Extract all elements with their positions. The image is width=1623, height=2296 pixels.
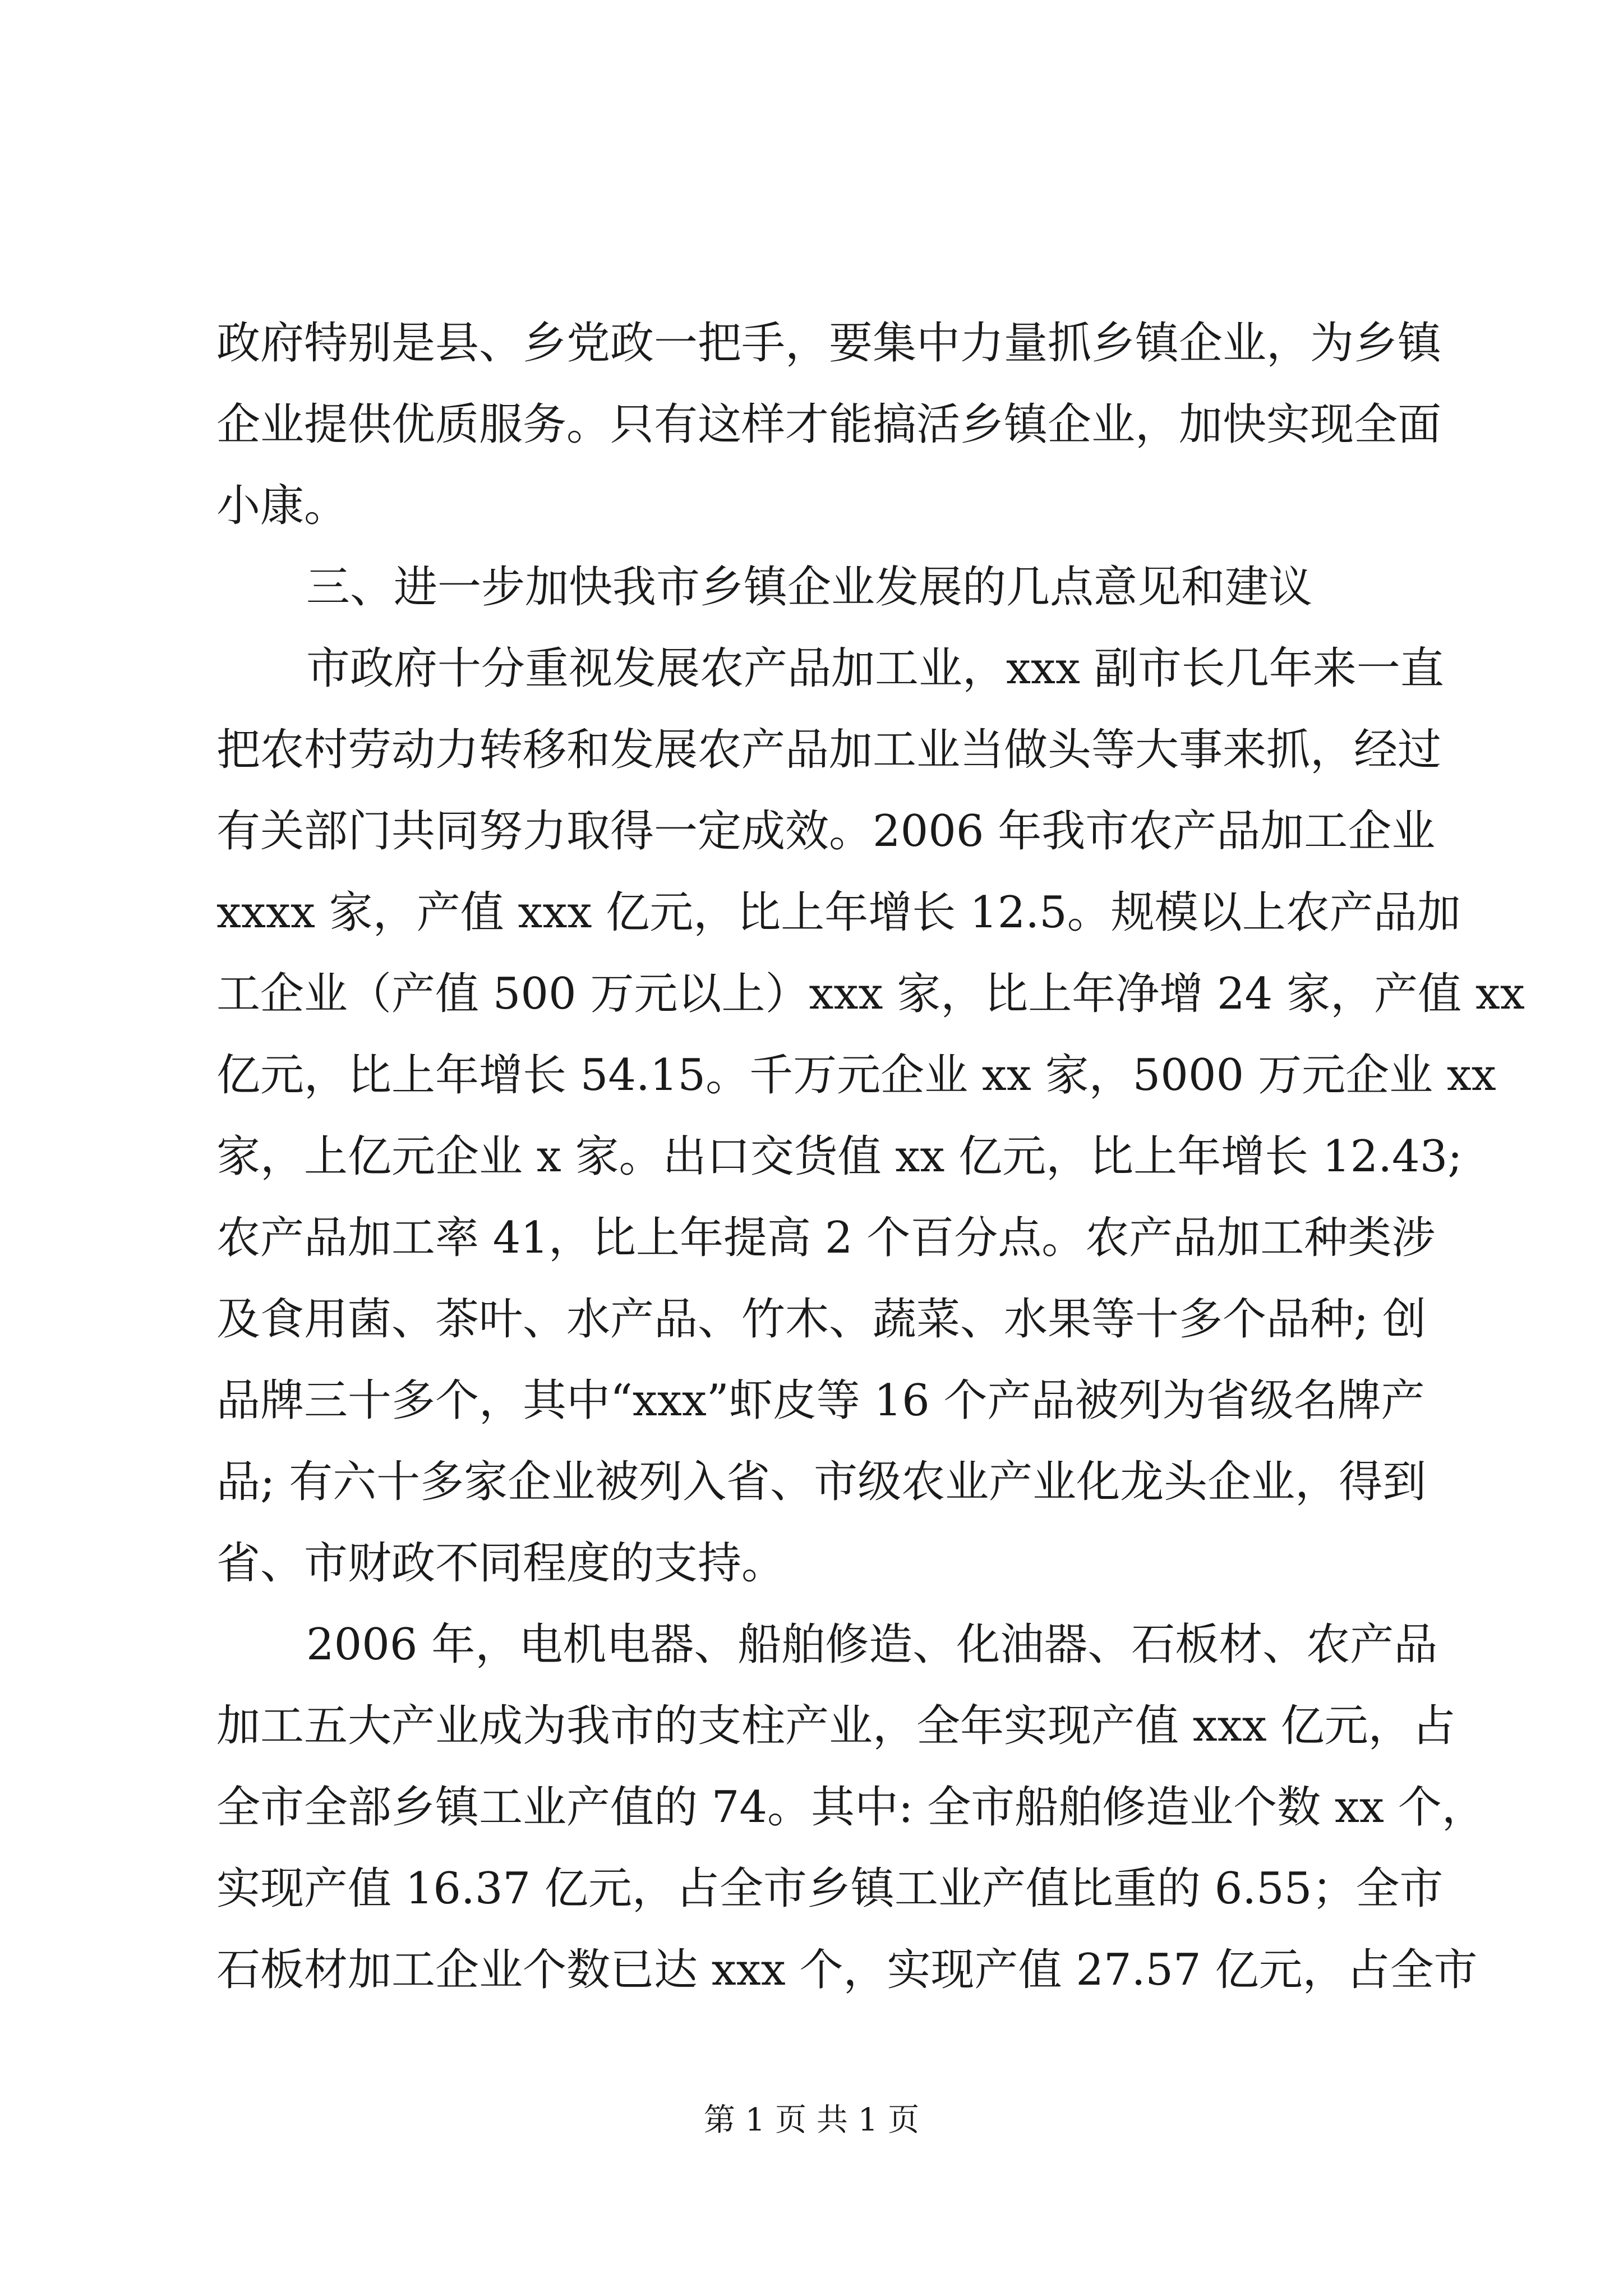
text-line-7: 有关部门共同努力取得一定成效。2006 年我市农产品加工企业 (216, 806, 1436, 857)
text-line-2: 企业提供优质服务。只有这样才能搞活乡镇企业，加快实现全面 (216, 399, 1442, 450)
text-line-20: 实现产值 16.37 亿元，占全市乡镇工业产值比重的 6.55；全市 (216, 1864, 1444, 1914)
text-line-9: 工企业（产值 500 万元以上）xxx 家，比上年净增 24 家，产值 xx (216, 969, 1525, 1019)
text-line-1: 政府特别是县、乡党政一把手，要集中力量抓乡镇企业，为乡镇 (216, 318, 1442, 369)
text-line-17: 2006 年，电机电器、船舶修造、化油器、石板材、农产品 (306, 1619, 1438, 1670)
text-line-15: 品; 有六十多家企业被列入省、市级农业产业化龙头企业，得到 (216, 1457, 1427, 1507)
text-line-19: 全市全部乡镇工业产值的 74。其中: 全市船舶修造业个数 xx 个， (216, 1782, 1486, 1833)
text-line-13: 及食用菌、茶叶、水产品、竹木、蔬菜、水果等十多个品种; 创 (216, 1294, 1427, 1345)
text-line-6: 把农村劳动力转移和发展农产品加工业当做头等大事来抓，经过 (216, 725, 1442, 775)
text-line-18: 加工五大产业成为我市的支柱产业，全年实现产值 xxx 亿元，占 (216, 1701, 1456, 1751)
text-line-14: 品牌三十多个，其中“xxx”虾皮等 16 个产品被列为省级名牌产 (216, 1375, 1425, 1426)
text-line-10: 亿元，比上年增长 54.15。千万元企业 xx 家，5000 万元企业 xx (216, 1050, 1496, 1101)
text-line-3: 小康。 (216, 481, 348, 531)
text-line-5: 市政府十分重视发展农产品加工业，xxx 副市长几年来一直 (306, 643, 1444, 694)
text-line-21: 石板材加工企业个数已达 xxx 个，实现产值 27.57 亿元，占全市 (216, 1945, 1478, 1995)
page-footer: 第 1 页 共 1 页 (703, 2102, 920, 2138)
text-line-16: 省、市财政不同程度的支持。 (216, 1538, 786, 1589)
text-line-11: 家，上亿元企业 x 家。出口交货值 xx 亿元，比上年增长 12.43; (216, 1131, 1463, 1182)
text-line-12: 农产品加工率 41，比上年提高 2 个百分点。农产品加工种类涉 (216, 1213, 1436, 1263)
section-heading: 三、进一步加快我市乡镇企业发展的几点意见和建议 (306, 562, 1313, 613)
document-body (216, 303, 1525, 2011)
text-line-8: xxxx 家，产值 xxx 亿元，比上年增长 12.5。规模以上农产品加 (216, 887, 1461, 938)
